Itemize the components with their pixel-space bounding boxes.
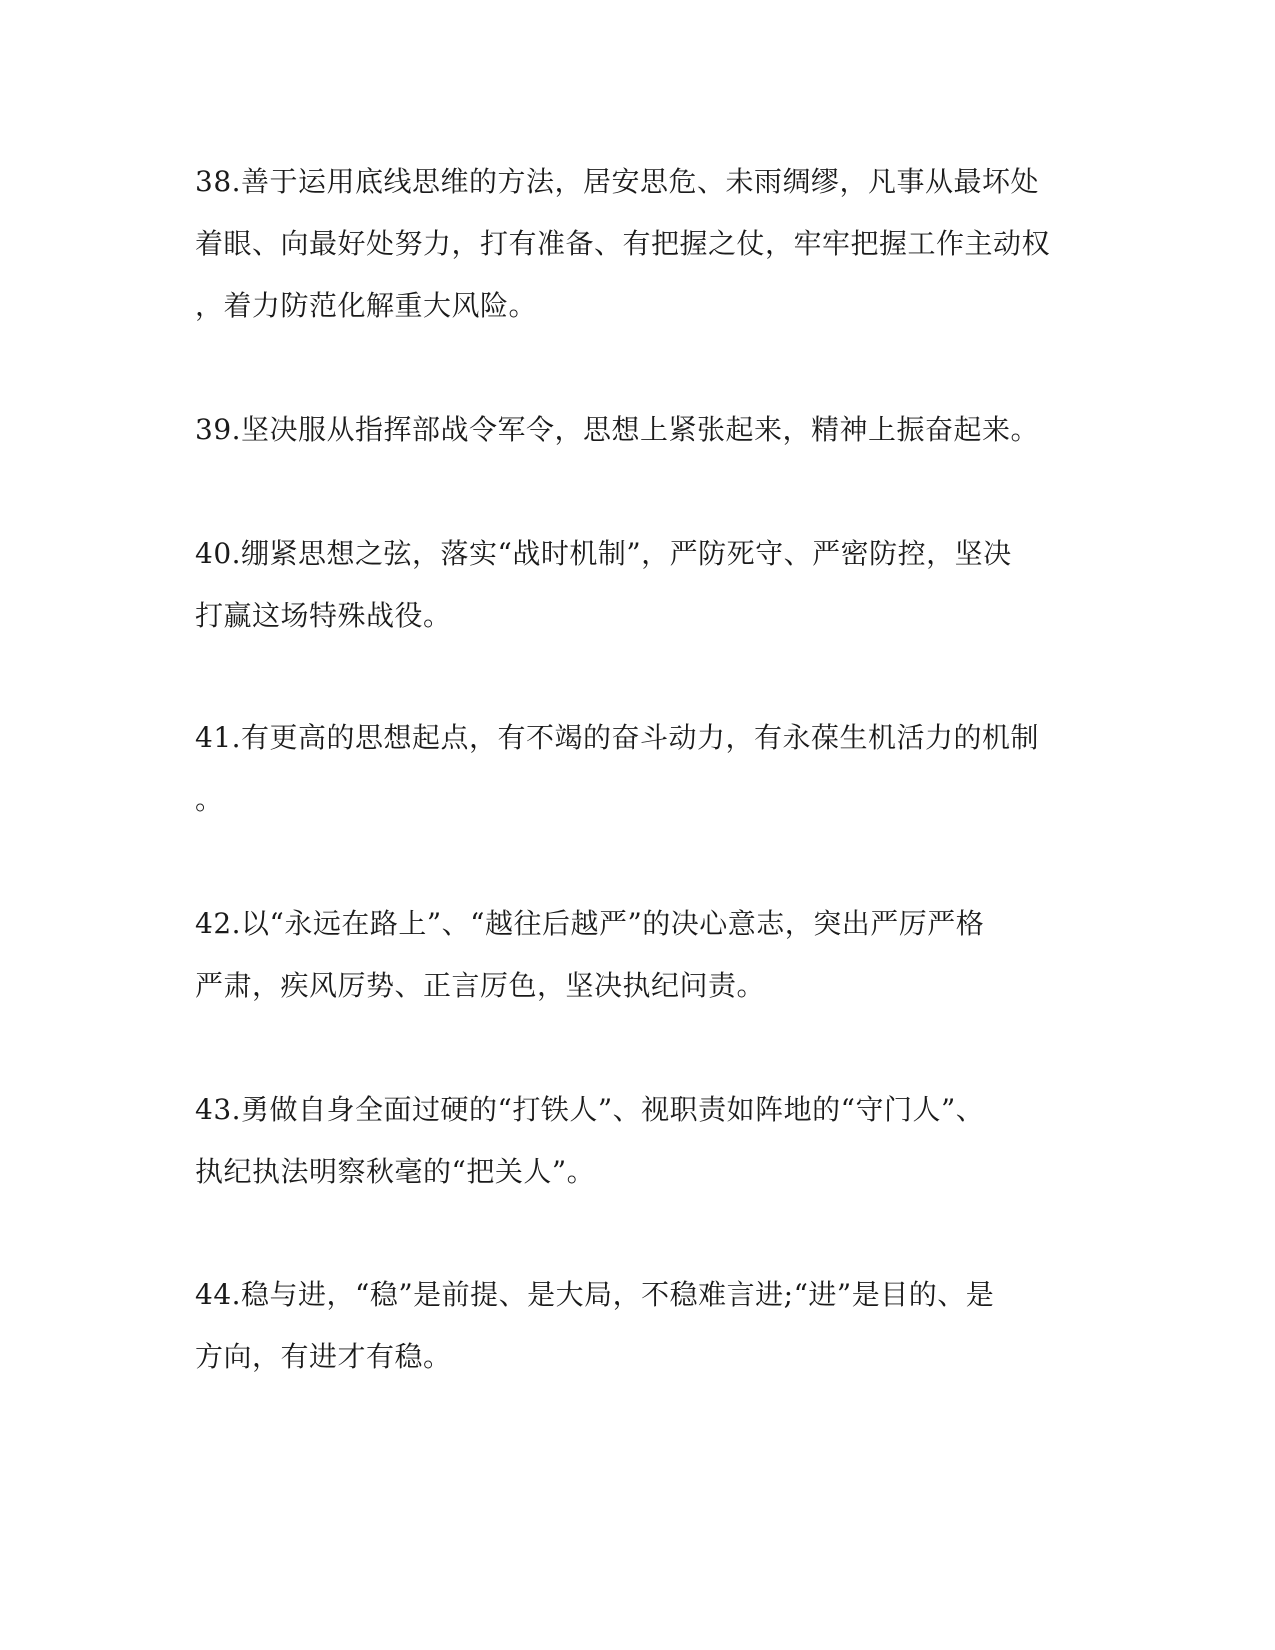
item-38-line-3: ，着力防范化解重大风险。 — [195, 289, 538, 322]
item-42-line-1: 42.以“永远在路上”、“越往后越严”的决心意志，突出严厉严格 — [195, 907, 985, 940]
item-41-line-2: 。 — [195, 783, 224, 816]
item-39-line-1: 39.坚决服从指挥部战令军令，思想上紧张起来，精神上振奋起来。 — [195, 413, 1040, 446]
item-41-line-1: 41.有更高的思想起点，有不竭的奋斗动力，有永葆生机活力的机制 — [195, 721, 1040, 754]
item-44-line-2: 方向，有进才有稳。 — [195, 1340, 452, 1373]
item-38-line-2: 着眼、向最好处努力，打有准备、有把握之仗，牢牢把握工作主动权 — [195, 227, 1051, 260]
item-43-line-1: 43.勇做自身全面过硬的“打铁人”、视职责如阵地的“守门人”、 — [195, 1093, 985, 1126]
item-40-line-1: 40.绷紧思想之弦，落实“战时机制”，严防死守、严密防控，坚决 — [195, 537, 1012, 570]
item-38-line-1: 38.善于运用底线思维的方法，居安思危、未雨绸缪，凡事从最坏处 — [195, 165, 1040, 198]
item-42-line-2: 严肃，疾风厉势、正言厉色，坚决执纪问责。 — [195, 969, 766, 1002]
item-40-line-2: 打赢这场特殊战役。 — [195, 599, 452, 632]
item-43-line-2: 执纪执法明察秋毫的“把关人”。 — [195, 1155, 596, 1188]
item-44-line-1: 44.稳与进，“稳”是前提、是大局，不稳难言进;“进”是目的、是 — [195, 1278, 995, 1311]
